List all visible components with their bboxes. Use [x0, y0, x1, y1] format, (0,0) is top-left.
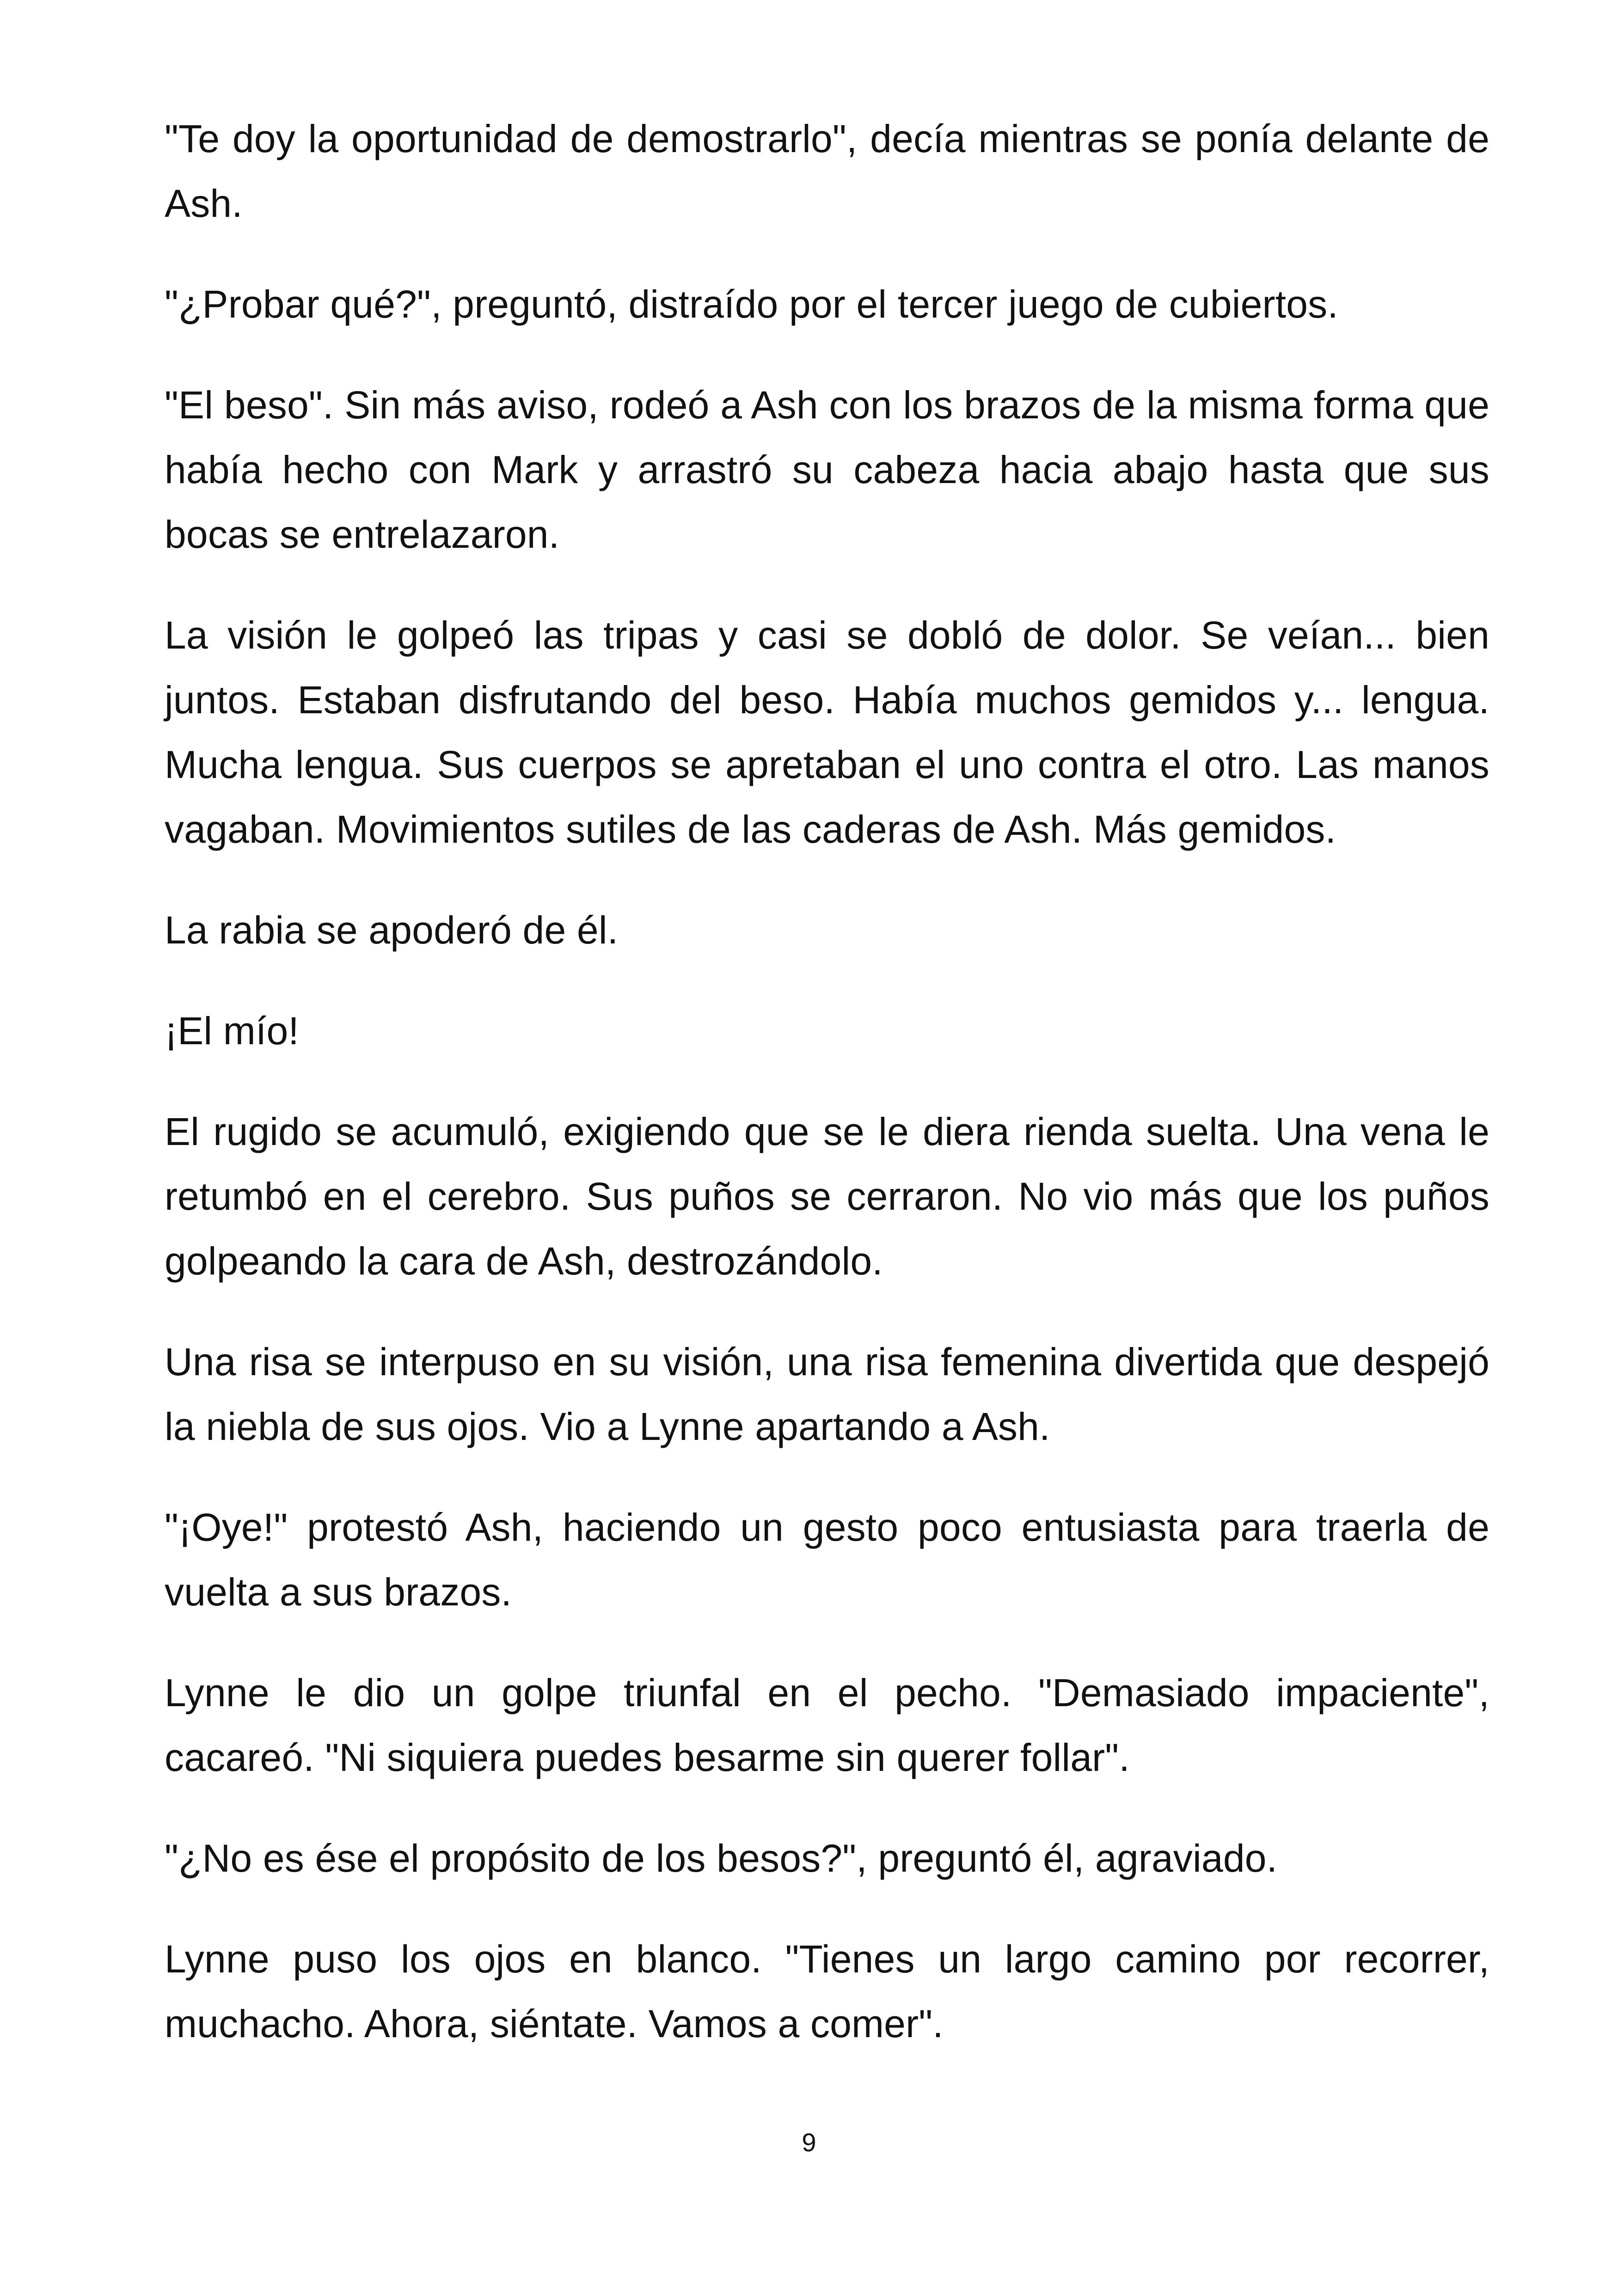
paragraph: Una risa se interpuso en su visión, una risa femenina divertida que despejó la niebla de sus ojos. Vio a Lynne apartando a Ash.	[165, 1340, 1489, 1448]
paragraph: "¡Oye!" protestó Ash, haciendo un gesto poco entusiasta para traerla de vuelta a sus brazos.	[165, 1506, 1489, 1614]
paragraph: El rugido se acumuló, exigiendo que se le diera rienda suelta. Una vena le retumbó en el cerebro. Sus puños se cerraron. No vio más que los puños golpeando la cara de Ash, destrozándolo.	[165, 1110, 1489, 1283]
paragraph: "Te doy la oportunidad de demostrarlo", decía mientras se ponía delante de Ash.	[165, 117, 1489, 225]
paragraph: Lynne le dio un golpe triunfal en el pecho. "Demasiado impaciente", cacareó. "Ni siquiera puedes besarme sin querer follar".	[165, 1671, 1489, 1779]
page-number: 9	[802, 2128, 816, 2157]
paragraph: "¿Probar qué?", preguntó, distraído por el tercer juego de cubiertos.	[165, 282, 1338, 326]
paragraph: Lynne puso los ojos en blanco. "Tienes un largo camino por recorrer, muchacho. Ahora, siéntate. Vamos a comer".	[165, 1937, 1489, 2045]
paragraph: La visión le golpeó las tripas y casi se dobló de dolor. Se veían... bien juntos. Estaban disfrutando del beso. Había muchos gemidos y... lengua. Mucha lengua. Sus cuerpos se apretaban el uno contra el otro. Las manos vagaban. Movimientos sutiles de las caderas de Ash. Más gemidos.	[165, 613, 1489, 851]
body-text	[165, 106, 1489, 2092]
paragraph: "El beso". Sin más aviso, rodeó a Ash con los brazos de la misma forma que había hecho con Mark y arrastró su cabeza hacia abajo hasta que sus bocas se entrelazaron.	[165, 383, 1489, 556]
paragraph: La rabia se apoderó de él.	[165, 908, 619, 952]
paragraph: ¡El mío!	[165, 1009, 299, 1053]
paragraph: "¿No es ése el propósito de los besos?", preguntó él, agraviado.	[165, 1837, 1278, 1880]
